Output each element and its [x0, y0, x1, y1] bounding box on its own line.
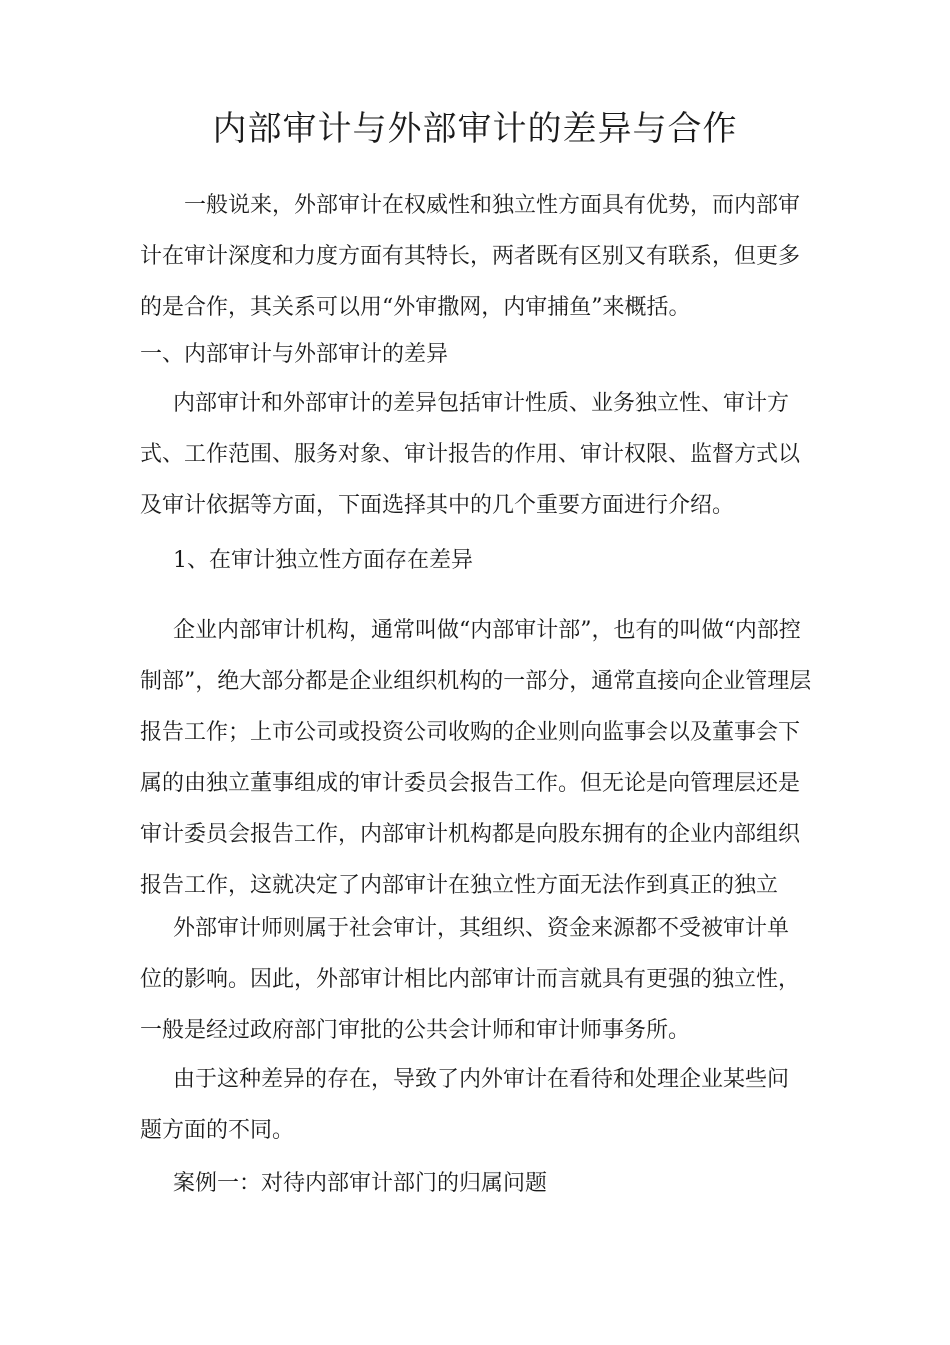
section-heading-differences: [140, 329, 820, 380]
difference-result-paragraph: [140, 1054, 820, 1156]
subsection-heading-independence: [140, 535, 820, 586]
paragraph-line: 报告工作，这就决定了内部审计在独立性方面无法作到真正的独立: [140, 873, 779, 898]
paragraph-line: 式、工作范围、服务对象、审计报告的作用、审计权限、监督方式以: [140, 442, 801, 467]
paragraph-line: 题方面的不同。: [140, 1118, 295, 1143]
intro-line: 一般说来，外部审计在权威性和独立性方面具有优势，而内部审: [184, 193, 801, 218]
paragraph-line: 内部审计和外部审计的差异包括审计性质、业务独立性、审计方: [173, 391, 790, 416]
paragraph-line: 外部审计师则属于社会审计，其组织、资金来源都不受被审计单: [173, 916, 790, 941]
paragraph-line: 审计委员会报告工作，内部审计机构都是向股东拥有的企业内部组织: [140, 822, 801, 847]
paragraph-line: 企业内部审计机构，通常叫做“内部审计部”，也有的叫做“内部控: [173, 618, 801, 643]
case-heading-text: 案例一：对待内部审计部门的归属问题: [173, 1171, 548, 1196]
intro-line: 计在审计深度和力度方面有其特长，两者既有区别又有联系，但更多: [140, 244, 801, 269]
differences-paragraph: [140, 378, 820, 531]
paragraph-line: 报告工作；上市公司或投资公司收购的企业则向监事会以及董事会下: [140, 720, 801, 745]
paragraph-line: 由于这种差异的存在，导致了内外审计在看待和处理企业某些问: [173, 1067, 790, 1092]
paragraph-line: 属的由独立董事组成的审计委员会报告工作。但无论是向管理层还是: [140, 771, 801, 796]
section-heading-text: 一、内部审计与外部审计的差异: [140, 342, 449, 367]
internal-audit-paragraph: [140, 605, 820, 911]
paragraph-line: 位的影响。因此，外部审计相比内部审计而言就具有更强的独立性，: [140, 967, 801, 992]
paragraph-line: 一般是经过政府部门审批的公共会计师和审计师事务所。: [140, 1018, 691, 1043]
intro-paragraph: [140, 180, 820, 333]
document-title: 内部审计与外部审计的差异与合作: [212, 109, 738, 149]
intro-line: 的是合作，其关系可以用“外审撒网，内审捕鱼”来概括。: [140, 295, 691, 320]
external-audit-paragraph: [140, 903, 820, 1056]
paragraph-line: 制部”，绝大部分都是企业组织机构的一部分，通常直接向企业管理层: [140, 669, 812, 694]
case-heading: [140, 1158, 820, 1209]
paragraph-line: 及审计依据等方面，下面选择其中的几个重要方面进行介绍。: [140, 493, 735, 518]
subsection-heading-text: 1、在审计独立性方面存在差异: [173, 548, 473, 573]
